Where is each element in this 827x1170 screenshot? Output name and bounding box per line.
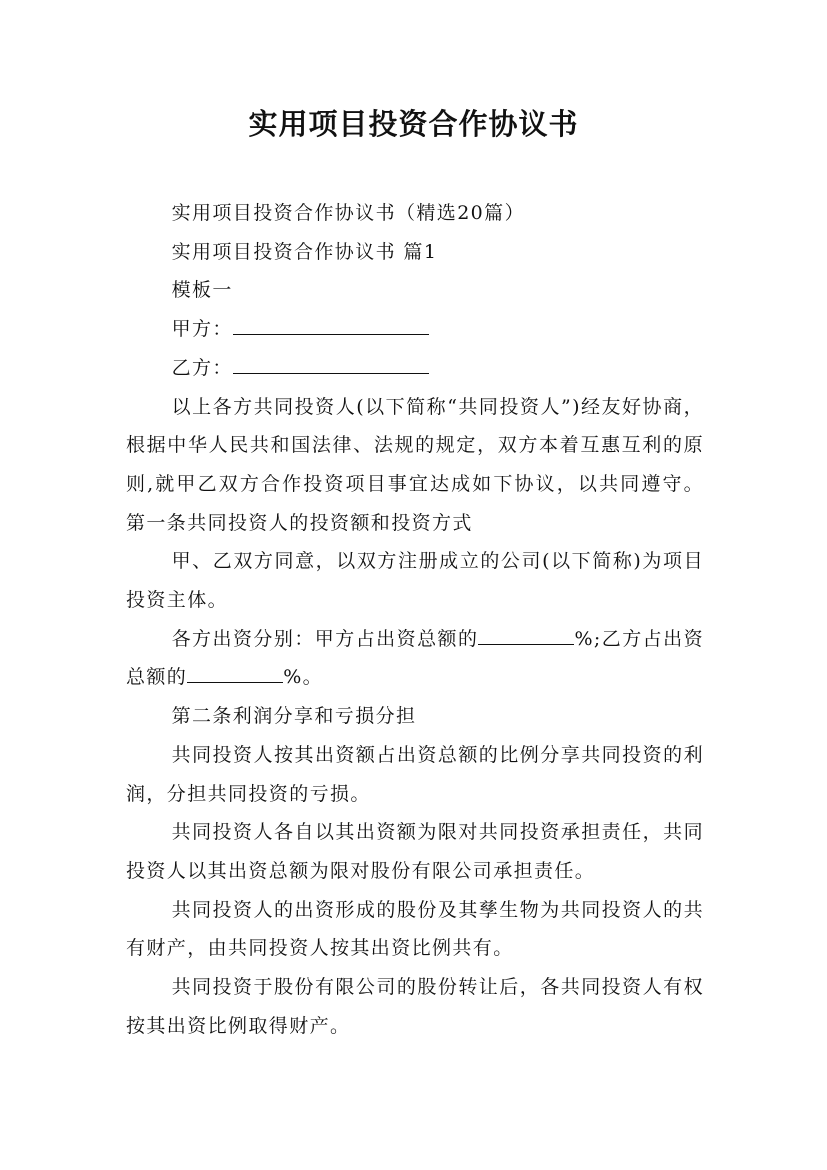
party-b-share-blank [187,661,283,683]
paragraph-7: 共同投资人的出资形成的股份及其孳生物为共同投资人的共有财产，由共同投资人按其出资比例共有。 [126,898,704,960]
paragraph-3-part-3: %。 [283,666,324,689]
party-a-blank [233,313,429,335]
paragraph-5: 共同投资人按其出资额占出资总额的比例分享共同投资的利润，分担共同投资的亏损。 [126,743,704,805]
paragraph-2: 甲、乙双方同意，以双方注册成立的公司(以下简称)为项目投资主体。 [126,550,704,612]
article-2-heading: 第二条利润分享和亏损分担 [171,705,417,728]
document-title: 实用项目投资合作协议书 [248,107,579,141]
party-b-line [126,349,704,388]
document-subtitle: 实用项目投资合作协议书（精选20篇） [171,202,525,224]
paragraph-3-part-2: %;乙方占出资总额的 [126,627,704,689]
party-a-line [126,310,704,349]
paragraph-1: 以上各方共同投资人(以下简称“共同投资人”)经友好协商，根据中华人民共和国法律、法规的规定，双方本着互惠互利的原则,就甲乙双方合作投资项目事宜达成如下协议，以共同遵守。第一条共同投资人的投资额和投资方式 [126,395,704,534]
party-a-share-blank [478,623,574,645]
paragraph-8: 共同投资于股份有限公司的股份转让后，各共同投资人有权按其出资比例取得财产。 [126,976,704,1037]
template-label: 模板一 [171,279,233,302]
document-body [126,194,704,1045]
paragraph-6: 共同投资人各自以其出资额为限对共同投资承担责任，共同投资人以其出资总额为限对股份有限公司承担责任。 [126,821,704,882]
party-b-label: 乙方： [171,356,233,379]
party-b-blank [233,352,429,374]
party-a-label: 甲方： [171,318,233,341]
paragraph-3 [126,620,704,697]
section-heading: 实用项目投资合作协议书 篇1 [171,240,438,263]
paragraph-3-part-1: 各方出资分别：甲方占出资总额的 [171,627,479,650]
